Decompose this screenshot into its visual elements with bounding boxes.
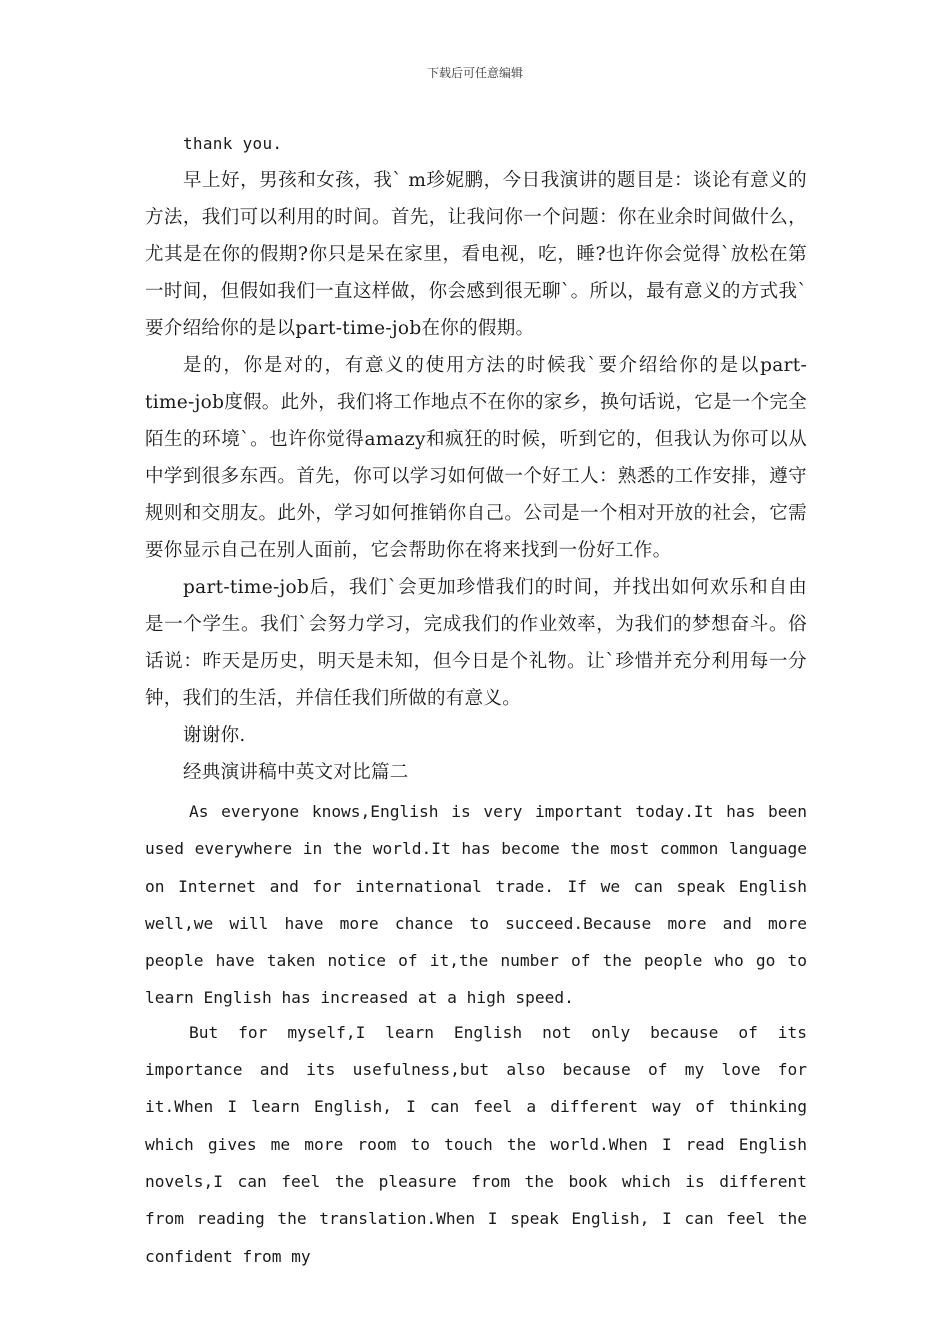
paragraph-en-1: As everyone knows,English is very important today.It has been used everywhere in the world.It has become the most common language on Internet and for international trade. If we can speak English well,we will have more chance to succeed.Because more and more people have taken notice of it,the number of the people who go to learn English has increased at a high speed.	[145, 802, 807, 1008]
chinese-section	[145, 125, 807, 791]
section-heading: 经典演讲稿中英文对比篇二	[183, 762, 409, 783]
paragraph-en-2: But for myself,I learn English not only because of its importance and its usefulness,but also because of my love for it.When I learn English, I can feel a different way of thinking which gives me more room to touch the world.When I read English novels,I can feel the pleasure from the book which is different from reading the translation.When I speak English, I can feel the confident from my	[145, 1022, 807, 1266]
paragraph-zh-1: 早上好，男孩和女孩，我` m珍妮鹏，今日我演讲的题目是：谈论有意义的方法，我们可以利用的时间。首先，让我问你一个问题：你在业余时间做什么，尤其是在你的假期?你只是呆在家里，看电视，吃，睡?也许你会觉得`放松在第一时间，但假如我们一直这样做，你会感到很无聊`。所以，最有意义的方式我`要介绍给你的是以part-time-job在你的假期。	[145, 170, 807, 339]
english-section	[145, 793, 807, 1275]
paragraph-thank-you: thank you.	[183, 134, 283, 153]
paragraph-zh-4: 谢谢你.	[183, 725, 246, 746]
page-header: 下载后可任意编辑	[426, 66, 523, 80]
paragraph-zh-3: part-time-job后，我们`会更加珍惜我们的时间，并找出如何欢乐和自由是一个学生。我们`会努力学习，完成我们的作业效率，为我们的梦想奋斗。俗话说：昨天是历史，明天是未知，但今日是个礼物。让`珍惜并充分利用每一分钟，我们的生活，并信任我们所做的有意义。	[145, 577, 807, 709]
paragraph-zh-2: 是的，你是对的，有意义的使用方法的时候我`要介绍给你的是以part-time-job度假。此外，我们将工作地点不在你的家乡，换句话说，它是一个完全陌生的环境`。也许你觉得amazy和疯狂的时候，听到它的，但我认为你可以从中学到很多东西。首先，你可以学习如何做一个好工人：熟悉的工作安排，遵守规则和交朋友。此外，学习如何推销你自己。公司是一个相对开放的社会，它需要你显示自己在别人面前，它会帮助你在将来找到一份好工作。	[145, 355, 808, 561]
document-body	[145, 125, 807, 1275]
